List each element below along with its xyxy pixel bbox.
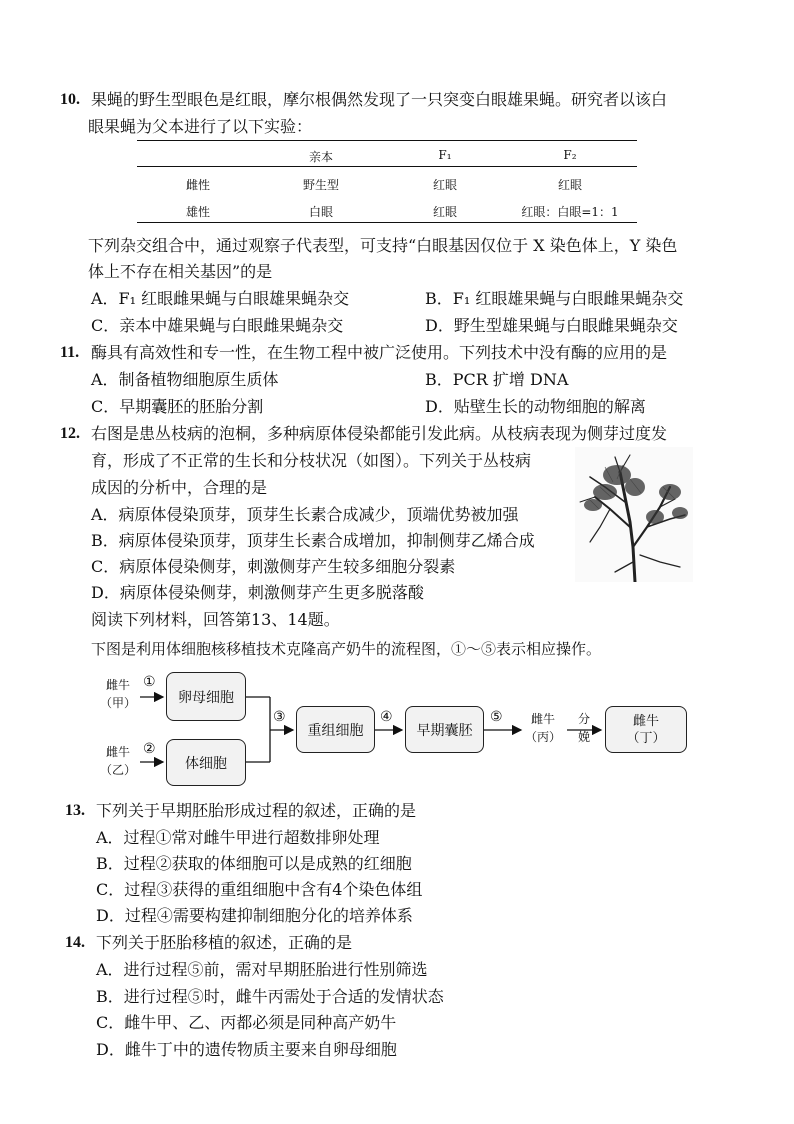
question-11-option-c: C．早期囊胚的胚胎分割	[91, 397, 264, 416]
step-2-marker: ②	[143, 741, 156, 757]
table-bottom-rule	[137, 222, 637, 223]
question-14-option-d: D．雌牛丁中的遗传物质主要来自卵母细胞	[96, 1040, 397, 1059]
cow-yi-line2: （乙）	[100, 763, 137, 777]
question-12-option-d: D．病原体侵染侧芽，刺激侧芽产生更多脱落酸	[91, 583, 424, 602]
question-10-option-a: A．F₁ 红眼雌果蝇与白眼雄果蝇杂交	[91, 289, 350, 308]
somatic-cell-box: 体细胞	[166, 739, 246, 786]
step-5-marker: ⑤	[490, 709, 503, 725]
question-12-line3: 成因的分析中，合理的是	[91, 478, 268, 497]
table-cell: 野生型	[302, 178, 339, 192]
question-12-option-b: B．病原体侵染顶芽，顶芽生长素合成增加，抑制侧芽乙烯合成	[91, 531, 535, 550]
cow-bing-line2: （丙）	[524, 730, 561, 744]
step-4-marker: ④	[380, 709, 393, 725]
question-11-option-a: A．制备植物细胞原生质体	[91, 370, 279, 389]
question-14-stem: 下列关于胚胎移植的叙述，正确的是	[96, 933, 353, 952]
question-12-option-c: C．病原体侵染侧芽，刺激侧芽产生较多细胞分裂素	[91, 557, 456, 576]
blastocyst-box: 早期囊胚	[405, 706, 484, 753]
oocyte-box: 卵母细胞	[166, 672, 246, 721]
cow-jia-line2: （甲）	[100, 696, 137, 710]
question-10-option-b: B．F₁ 红眼雄果蝇与白眼雌果蝇杂交	[425, 289, 684, 308]
flow-description: 下图是利用体细胞核移植技术克隆高产奶牛的流程图，①～⑤表示相应操作。	[91, 640, 602, 658]
table-header-f1: F₁	[438, 148, 452, 162]
reconstructed-cell-box: 重组细胞	[296, 706, 375, 753]
reading-intro: 阅读下列材料，回答第13、14题。	[91, 610, 340, 629]
cow-yi-label	[100, 743, 136, 779]
table-top-rule	[137, 140, 637, 141]
table-row-label: 雄性	[185, 205, 210, 219]
birth-line2: 娩	[577, 730, 590, 744]
cow-yi-line1: 雌牛	[105, 745, 130, 759]
step-3-marker: ③	[273, 709, 286, 725]
question-10-option-d: D．野生型雄果蝇与白眼雌果蝇杂交	[425, 316, 678, 335]
cow-ding-box	[605, 706, 687, 753]
question-10-option-c: C．亲本中雄果蝇与白眼雌果蝇杂交	[91, 316, 344, 335]
cow-bing-label	[523, 710, 563, 746]
table-cell: 白眼	[308, 205, 333, 219]
question-12-line1: 右图是患丛枝病的泡桐，多种病原体侵染都能引发此病。从枝病表现为侧芽过度发	[91, 424, 668, 443]
cow-ding-line1: 雌牛	[632, 713, 659, 729]
question-10-line2: 眼果蝇为父本进行了以下实验：	[88, 117, 313, 136]
cow-jia-label	[100, 676, 136, 712]
question-12-option-a: A．病原体侵染顶芽，顶芽生长素合成减少，顶端优势被加强	[91, 505, 519, 524]
table-cell: 红眼	[557, 178, 582, 192]
question-13-number: 13.	[65, 802, 85, 819]
question-10-number: 10.	[60, 91, 80, 108]
question-13-option-d: D．过程④需要构建抑制细胞分化的培养体系	[96, 906, 413, 925]
question-13-option-b: B．过程②获取的体细胞可以是成熟的红细胞	[96, 854, 412, 873]
question-10-stem-line2: 体上不存在相关基因”的是	[88, 262, 273, 281]
table-header-rule	[137, 166, 637, 167]
question-11-option-d: D．贴壁生长的动物细胞的解离	[425, 397, 646, 416]
question-14-option-b: B．进行过程⑤时，雌牛丙需处于合适的发情状态	[96, 987, 444, 1006]
table-cell: 红眼	[432, 178, 457, 192]
table-cell: 红眼	[432, 205, 457, 219]
question-14-option-c: C．雌牛甲、乙、丙都必须是同种高产奶牛	[96, 1013, 397, 1032]
table-header-f2: F₂	[563, 148, 577, 162]
cow-jia-line1: 雌牛	[105, 678, 130, 692]
table-cell: 红眼：白眼=1：1	[521, 205, 619, 219]
question-14-number: 14.	[65, 934, 85, 951]
table-row-label: 雌性	[185, 178, 210, 192]
question-12-line2: 育，形成了不正常的生长和分枝状况（如图）。下列关于丛枝病	[91, 451, 532, 470]
question-11-option-b: B．PCR 扩增 DNA	[425, 370, 569, 389]
diseased-tree-photo	[575, 447, 693, 582]
question-13-stem: 下列关于早期胚胎形成过程的叙述，正确的是	[96, 801, 417, 820]
birth-label	[573, 710, 595, 746]
question-10-stem-line1: 下列杂交组合中，通过观察子代表型，可支持“白眼基因仅位于 X 染色体上，Y 染色	[88, 236, 678, 255]
question-13-option-a: A．过程①常对雌牛甲进行超数排卵处理	[96, 828, 380, 847]
step-1-marker: ①	[143, 674, 156, 690]
question-12-number: 12.	[60, 425, 80, 442]
question-13-option-c: C．过程③获得的重组细胞中含有4个染色体组	[96, 880, 423, 899]
cow-bing-line1: 雌牛	[530, 712, 555, 726]
question-14-option-a: A．进行过程⑤前，需对早期胚胎进行性别筛选	[96, 960, 428, 979]
table-header-parent: 亲本	[308, 150, 333, 164]
question-11-number: 11.	[60, 344, 80, 361]
question-10-line1: 果蝇的野生型眼色是红眼，摩尔根偶然发现了一只突变白眼雄果蝇。研究者以该白	[91, 90, 668, 109]
cow-ding-line2: （丁）	[626, 730, 666, 746]
question-11-stem: 酶具有高效性和专一性，在生物工程中被广泛使用。下列技术中没有酶的应用的是	[91, 343, 668, 362]
birth-line1: 分	[577, 712, 590, 726]
